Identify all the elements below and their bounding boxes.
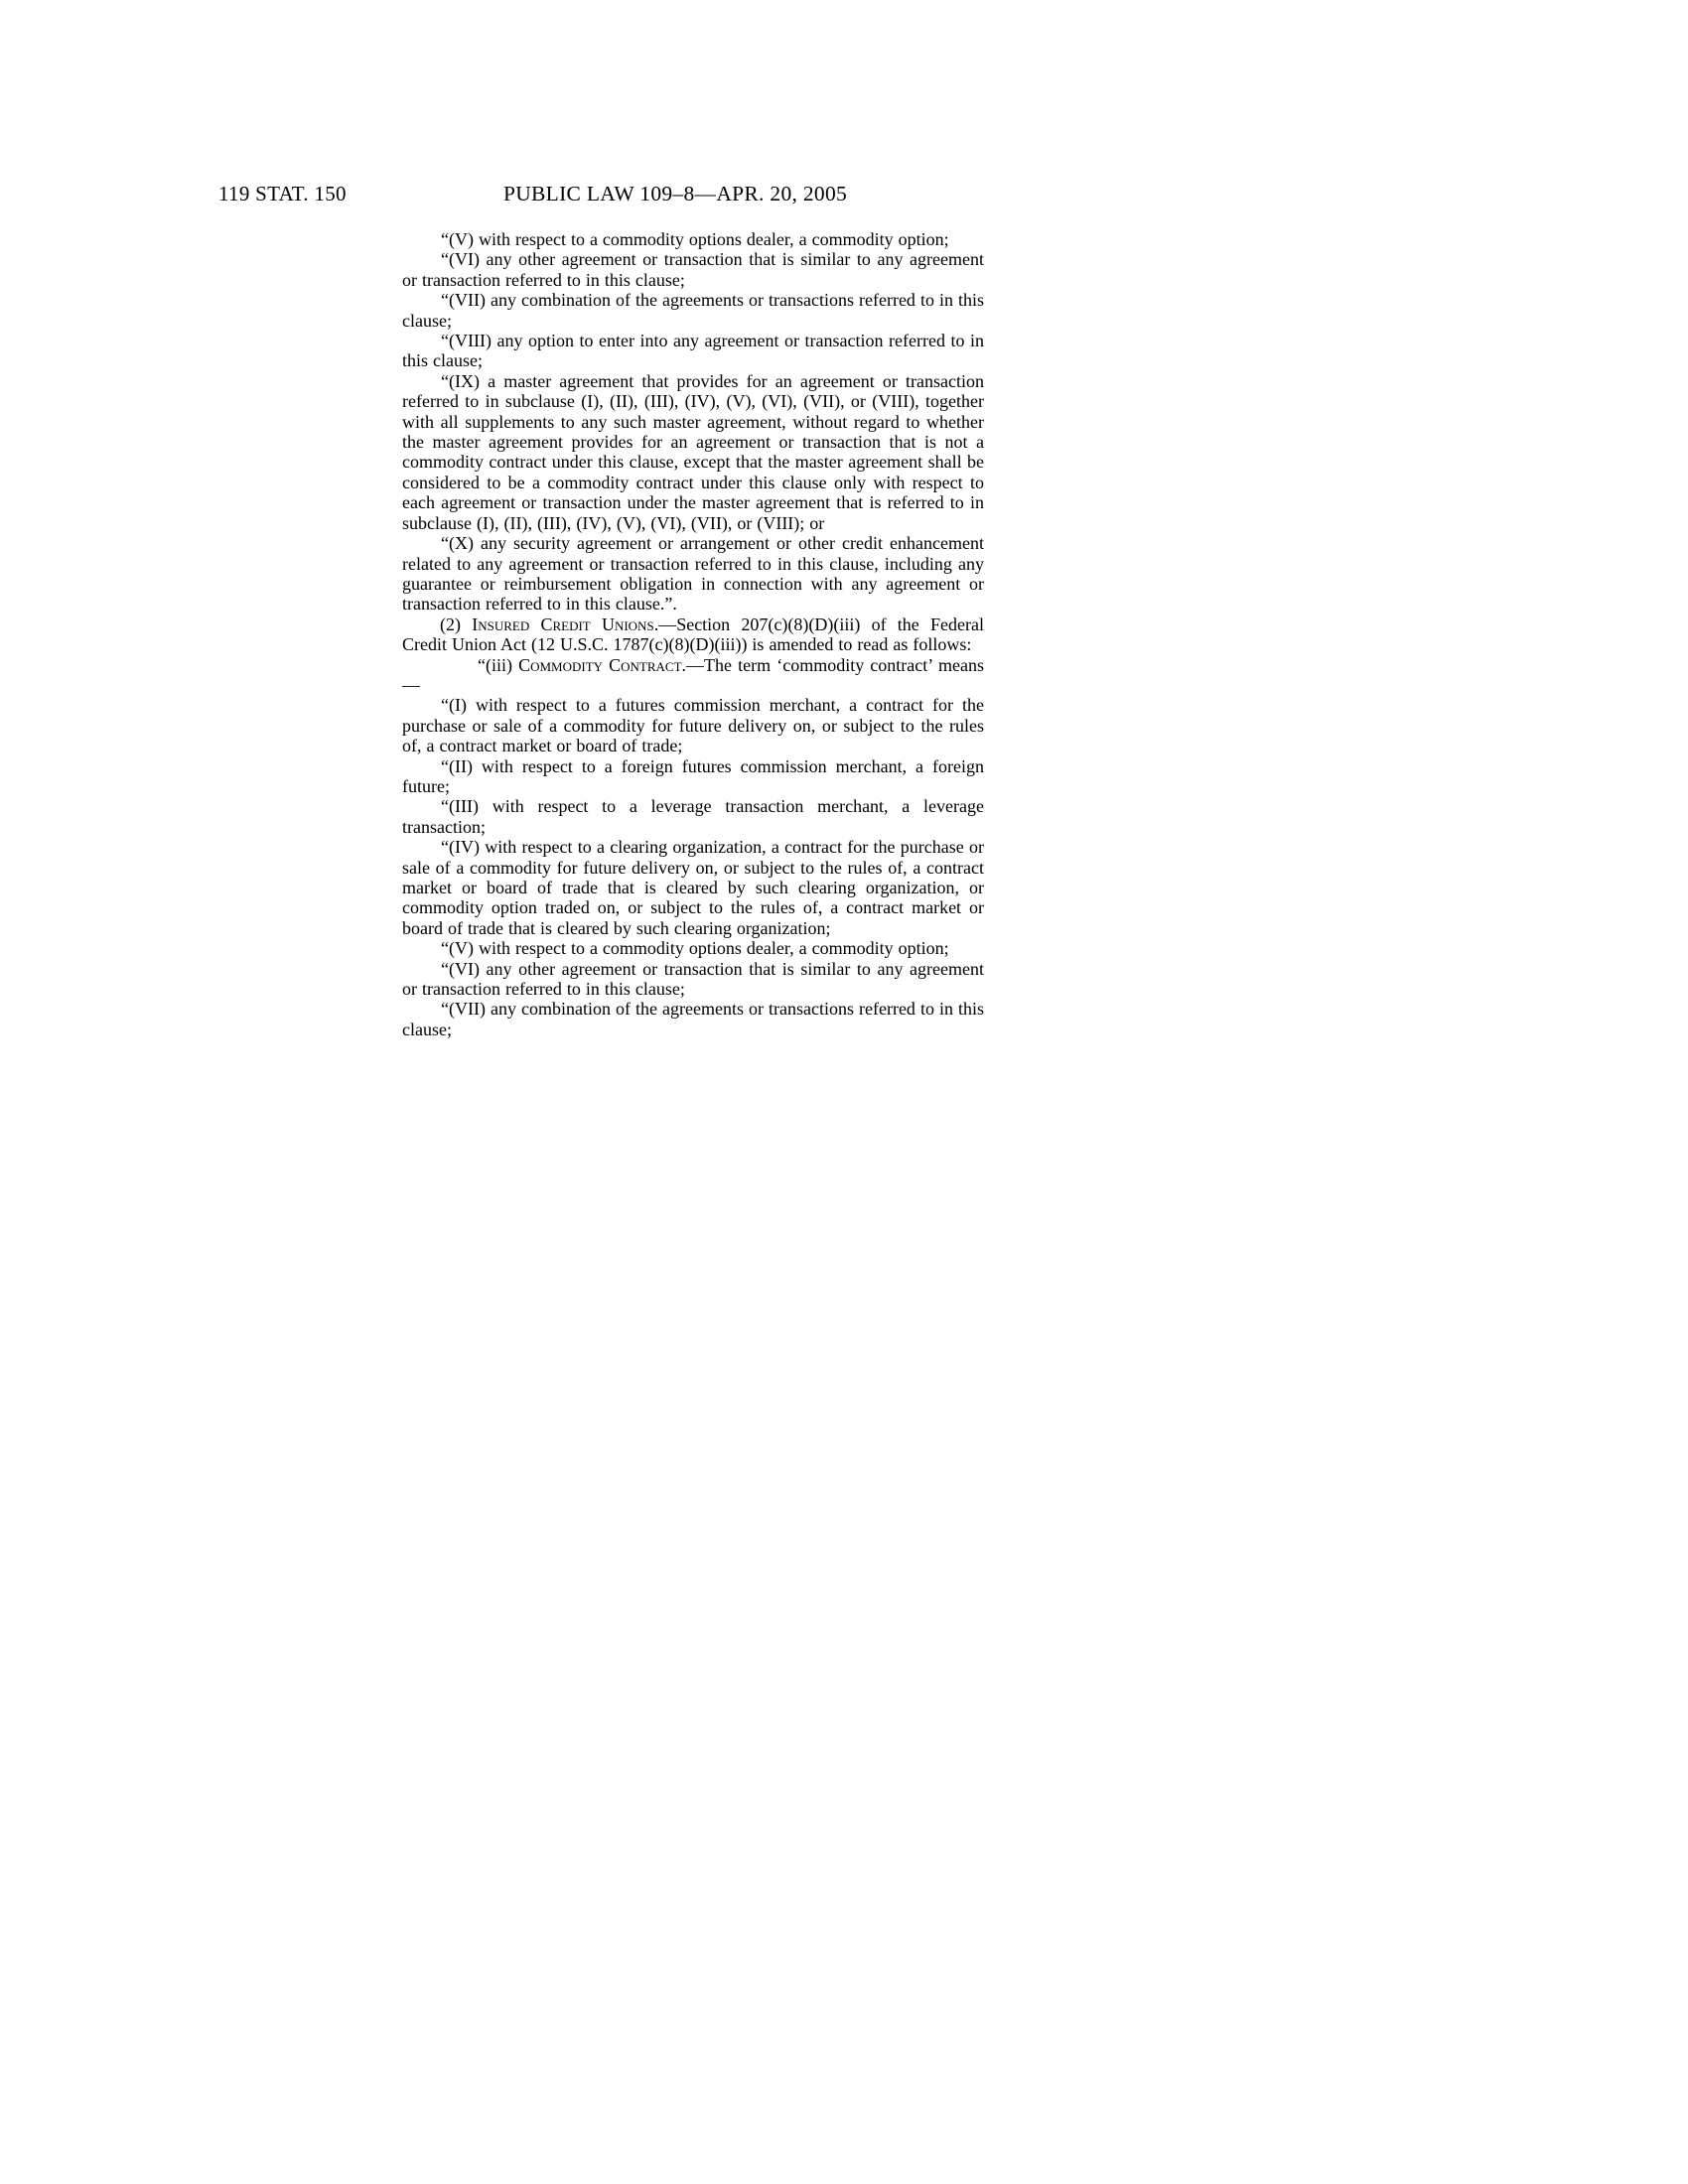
paragraph-text: “(IV) with respect to a clearing organization, a contract for the purchase or sale of a commodity for future delivery on, or subject to the rules of, a contract market or board of trade that is cleared by such clearing organization, or commodity option traded on, or subject to the rules of, a contract market or board of trade that is cleared by such clearing organization;: [402, 837, 984, 938]
statute-paragraph: [402, 959, 984, 1000]
statute-paragraph: [402, 655, 984, 696]
statute-paragraph: [402, 614, 984, 655]
law-title: PUBLIC LAW 109–8—APR. 20, 2005: [502, 182, 848, 205]
statute-text-body: [402, 229, 984, 1039]
paragraph-text: .—The term ‘commodity contract’ means—: [402, 654, 985, 695]
paragraph-text: “(II) with respect to a foreign futures commission merchant, a foreign future;: [402, 755, 984, 796]
paragraph-text: “(VI) any other agreement or transaction that is similar to any agreement or transaction referred to in this clause;: [402, 958, 984, 1000]
stat-page-number: 119 STAT. 150: [218, 182, 347, 205]
paragraph-text: “(VI) any other agreement or transaction that is similar to any agreement or transaction referred to in this clause;: [402, 249, 984, 290]
paragraph-text: “(V) with respect to a commodity options dealer, a commodity option;: [441, 938, 949, 959]
paragraph-text: “(IX) a master agreement that provides for an agreement or transaction referred to in subclause (I), (II), (III), (IV), (V), (VI), (VII), or (VIII), together with all supplements to any such master agreement, without regard to whether the master agreement provides for an agreement or transaction that is not a commodity contract under this clause, except that the master agreement shall be considered to be a commodity contract under this clause only with respect to each agreement or transaction under the master agreement that is referred to in subclause (I), (II), (III), (IV), (V), (VI), (VII), or (VIII); or: [402, 370, 984, 533]
statute-paragraph: [402, 229, 984, 249]
paragraph-text: “(X) any security agreement or arrangement or other credit enhancement related to any agreement or transaction referred to in this clause, including any guarantee or reimbursement obligation in connection with any agreement or transaction referred to in this clause.”.: [402, 533, 984, 614]
statute-paragraph: [402, 533, 984, 614]
paragraph-text: “(VII) any combination of the agreements or transactions referred to in this clause;: [402, 290, 984, 331]
statute-paragraph: [402, 796, 984, 837]
statute-paragraph: [402, 938, 984, 958]
page-header: [0, 182, 1688, 211]
paragraph-text: .—Section 207(c)(8)(D)(iii) of the Federal Credit Union Act (12 U.S.C. 1787(c)(8)(D)(iii)) is amended to read as follows:: [402, 614, 984, 655]
paragraph-text: “(VII) any combination of the agreements or transactions referred to in this clause;: [402, 999, 984, 1039]
paragraph-text: (2): [440, 614, 473, 634]
paragraph-text: “(VIII) any option to enter into any agreement or transaction referred to in this clause;: [402, 331, 984, 371]
smallcaps-heading-text: Insured Credit Unions: [472, 614, 654, 634]
paragraph-text: “(iii): [478, 654, 519, 675]
smallcaps-heading-text: Commodity Contract: [518, 654, 682, 675]
statute-paragraph: [402, 331, 984, 371]
statute-paragraph: [402, 371, 984, 533]
statute-paragraph: [402, 756, 984, 797]
statute-paragraph: [402, 290, 984, 331]
statute-paragraph: [402, 837, 984, 938]
statute-paragraph: [402, 999, 984, 1039]
paragraph-text: “(V) with respect to a commodity options dealer, a commodity option;: [441, 229, 949, 249]
statute-paragraph: [402, 249, 984, 290]
paragraph-text: “(I) with respect to a futures commission merchant, a contract for the purchase or sale of a commodity for future delivery on, or subject to the rules of, a contract market or board of trade;: [402, 695, 984, 756]
paragraph-text: “(III) with respect to a leverage transaction merchant, a leverage transaction;: [402, 796, 984, 837]
statute-paragraph: [402, 695, 984, 755]
